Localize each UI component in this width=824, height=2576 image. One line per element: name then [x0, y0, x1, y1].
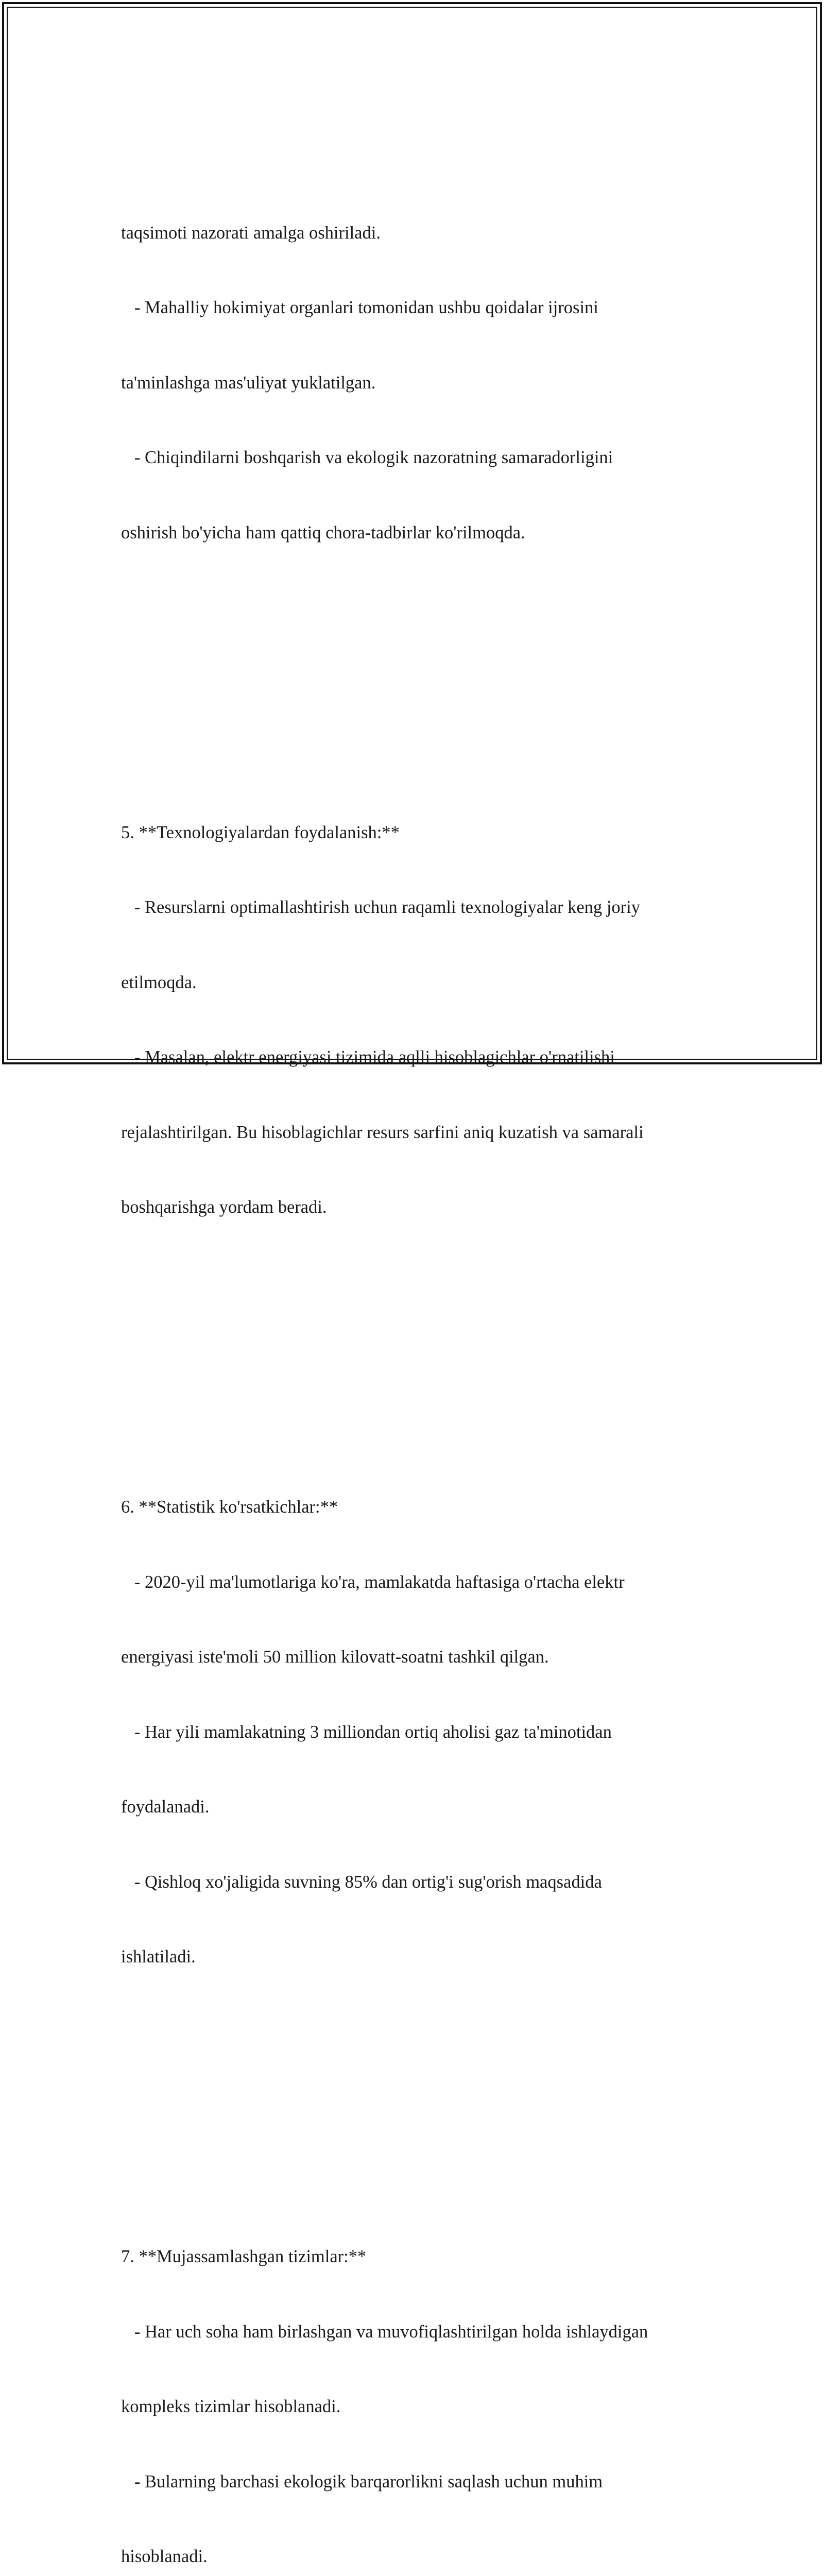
text-line: rejalashtirilgan. Bu hisoblagichlar resurs sarfini aniq kuzatish va samarali — [121, 1122, 644, 1142]
paragraph-spacer — [121, 2094, 718, 2120]
text-line: taqsimoti nazorati amalga oshiriladi. — [121, 223, 381, 243]
text-line: - 2020-yil ma'lumotlariga ko'ra, mamlakatda haftasiga o'rtacha elektr — [121, 1572, 625, 1592]
text-line: - Qishloq xo'jaligida suvning 85% dan ortig'i sug'orish maqsadida — [121, 1872, 602, 1892]
section-6 — [121, 1445, 718, 2020]
section-heading: 7. **Mujassamlashgan tizimlar:** — [121, 2247, 367, 2266]
text-line: - Bularning barchasi ekologik barqarorlikni saqlash uchun muhim — [121, 2471, 603, 2492]
text-line: hisoblanadi. — [121, 2547, 208, 2566]
text-line: foydalanadi. — [121, 1797, 210, 1817]
intro-paragraph — [121, 171, 718, 596]
text-line: - Masalan, elektr energiyasi tizimida aqlli hisoblagichlar o'rnatilishi — [121, 1047, 615, 1067]
section-heading: 5. **Texnologiyalardan foydalanish:** — [121, 822, 400, 842]
section-heading: 6. **Statistik ko'rsatkichlar:** — [121, 1497, 338, 1517]
text-line: - Har uch soha ham birlashgan va muvofiqlashtirilgan holda ishlaydigan — [121, 2321, 648, 2342]
text-line: oshirish bo'yicha ham qattiq chora-tadbirlar ko'rilmoqda. — [121, 522, 525, 543]
text-line: kompleks tizimlar hisoblanadi. — [121, 2397, 341, 2416]
document-body — [121, 95, 718, 2576]
text-line: - Mahalliy hokimiyat organlari tomonidan ushbu qoidalar ijrosini — [121, 298, 598, 317]
text-line: - Resurslarni optimallashtirish uchun raqamli texnologiyalar keng joriy — [121, 897, 640, 917]
text-line: boshqarishga yordam beradi. — [121, 1197, 327, 1217]
section-5 — [121, 770, 718, 1270]
paragraph-spacer — [121, 670, 718, 696]
text-line: energiyasi iste'moli 50 million kilovatt-soatni tashkil qilgan. — [121, 1647, 549, 1667]
section-7 — [121, 2194, 718, 2576]
text-line: - Har yili mamlakatning 3 milliondan ortiq aholisi gaz ta'minotidan — [121, 1722, 612, 1742]
text-line: ishlatiladi. — [121, 1947, 196, 1967]
text-line: - Chiqindilarni boshqarish va ekologik nazoratning samaradorligini — [121, 448, 613, 467]
text-line: etilmoqda. — [121, 972, 197, 992]
paragraph-spacer — [121, 1345, 718, 1370]
text-line: ta'minlashga mas'uliyat yuklatilgan. — [121, 372, 376, 393]
